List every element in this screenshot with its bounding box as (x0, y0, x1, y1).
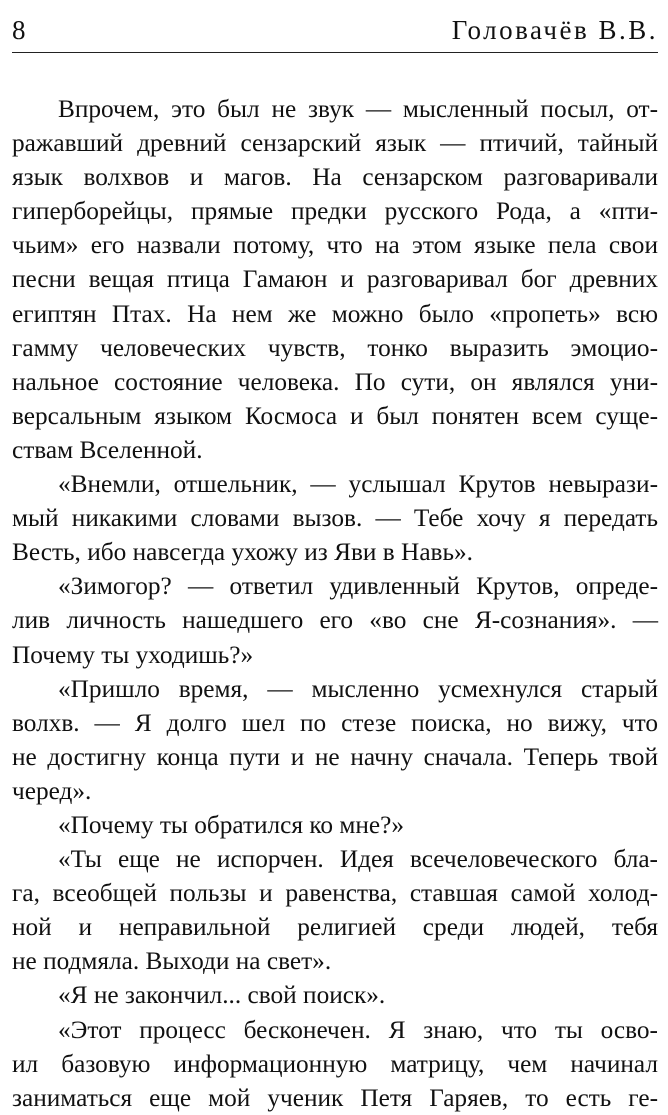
text-line: ствам Вселенной. (12, 435, 203, 464)
text-line: песни вещая птица Гамаюн и разговаривал бог древних (12, 265, 658, 294)
text-line: ил базовую информационную матрицу, чем начинал (12, 1049, 658, 1078)
text-line: ной и неправильной религией среди людей, тебя (12, 913, 658, 942)
text-line: гамму человеческих чувств, тонко выразить эмоцио- (12, 333, 658, 362)
running-title: Головачёв В.В. (451, 15, 658, 45)
text-line: мый никакими словами вызов. — Тебе хочу я передать (12, 504, 658, 533)
header-rule (12, 52, 658, 53)
text-line: Почему ты уходишь?» (12, 640, 254, 669)
text-line: черед». (12, 776, 92, 805)
text-line: га, всеобщей пользы и равенства, ставшая самой холод- (12, 879, 658, 908)
text-line: заниматься еще мой ученик Петя Гаряев, то есть ге- (12, 1083, 658, 1112)
text-line: «Ты еще не испорчен. Идея всечеловеческого бла- (58, 845, 658, 874)
text-line: язык волхвов и магов. На сензарском разговаривали (12, 163, 658, 192)
running-head (12, 10, 658, 50)
text-line: лив личность нашедшего его «во сне Я-сознания». — (12, 606, 658, 635)
text-line: чьим» его назвали потому, что на этом языке пела свои (12, 231, 658, 260)
text-line: «Этот процесс бесконечен. Я знаю, что ты осво- (58, 1015, 658, 1044)
text-line: «Зимогор? — ответил удивленный Крутов, опреде- (58, 572, 658, 601)
text-line: нальное состояние человека. По сути, он являлся уни- (12, 367, 658, 396)
body-text (12, 92, 658, 1115)
text-line: «Я не закончил... свой поиск». (58, 981, 386, 1010)
text-line: «Внемли, отшельник, — услышал Крутов невырази- (58, 470, 658, 499)
text-line: волхв. — Я долго шел по стезе поиска, но вижу, что (12, 708, 658, 737)
text-line: не подмяла. Выходи на свет». (12, 947, 332, 976)
text-line: версальным языком Космоса и был понятен всем суще- (12, 401, 658, 430)
text-line: гиперборейцы, прямые предки русского Рода, а «пти- (12, 197, 658, 226)
text-line: «Почему ты обратился ко мне?» (58, 810, 404, 839)
page-number: 8 (12, 15, 26, 45)
text-line: ражавший древний сензарский язык — птичий, тайный (12, 129, 658, 158)
text-line: Весть, ибо навсегда ухожу из Яви в Навь». (12, 538, 474, 567)
text-line: Впрочем, это был не звук — мысленный посыл, от- (58, 95, 658, 123)
text-line: египтян Птах. На нем же можно было «пропеть» всю (12, 299, 658, 328)
text-line: «Пришло время, — мысленно усмехнулся старый (58, 674, 658, 703)
text-line: не достигну конца пути и не начну сначала. Теперь твой (12, 742, 658, 771)
